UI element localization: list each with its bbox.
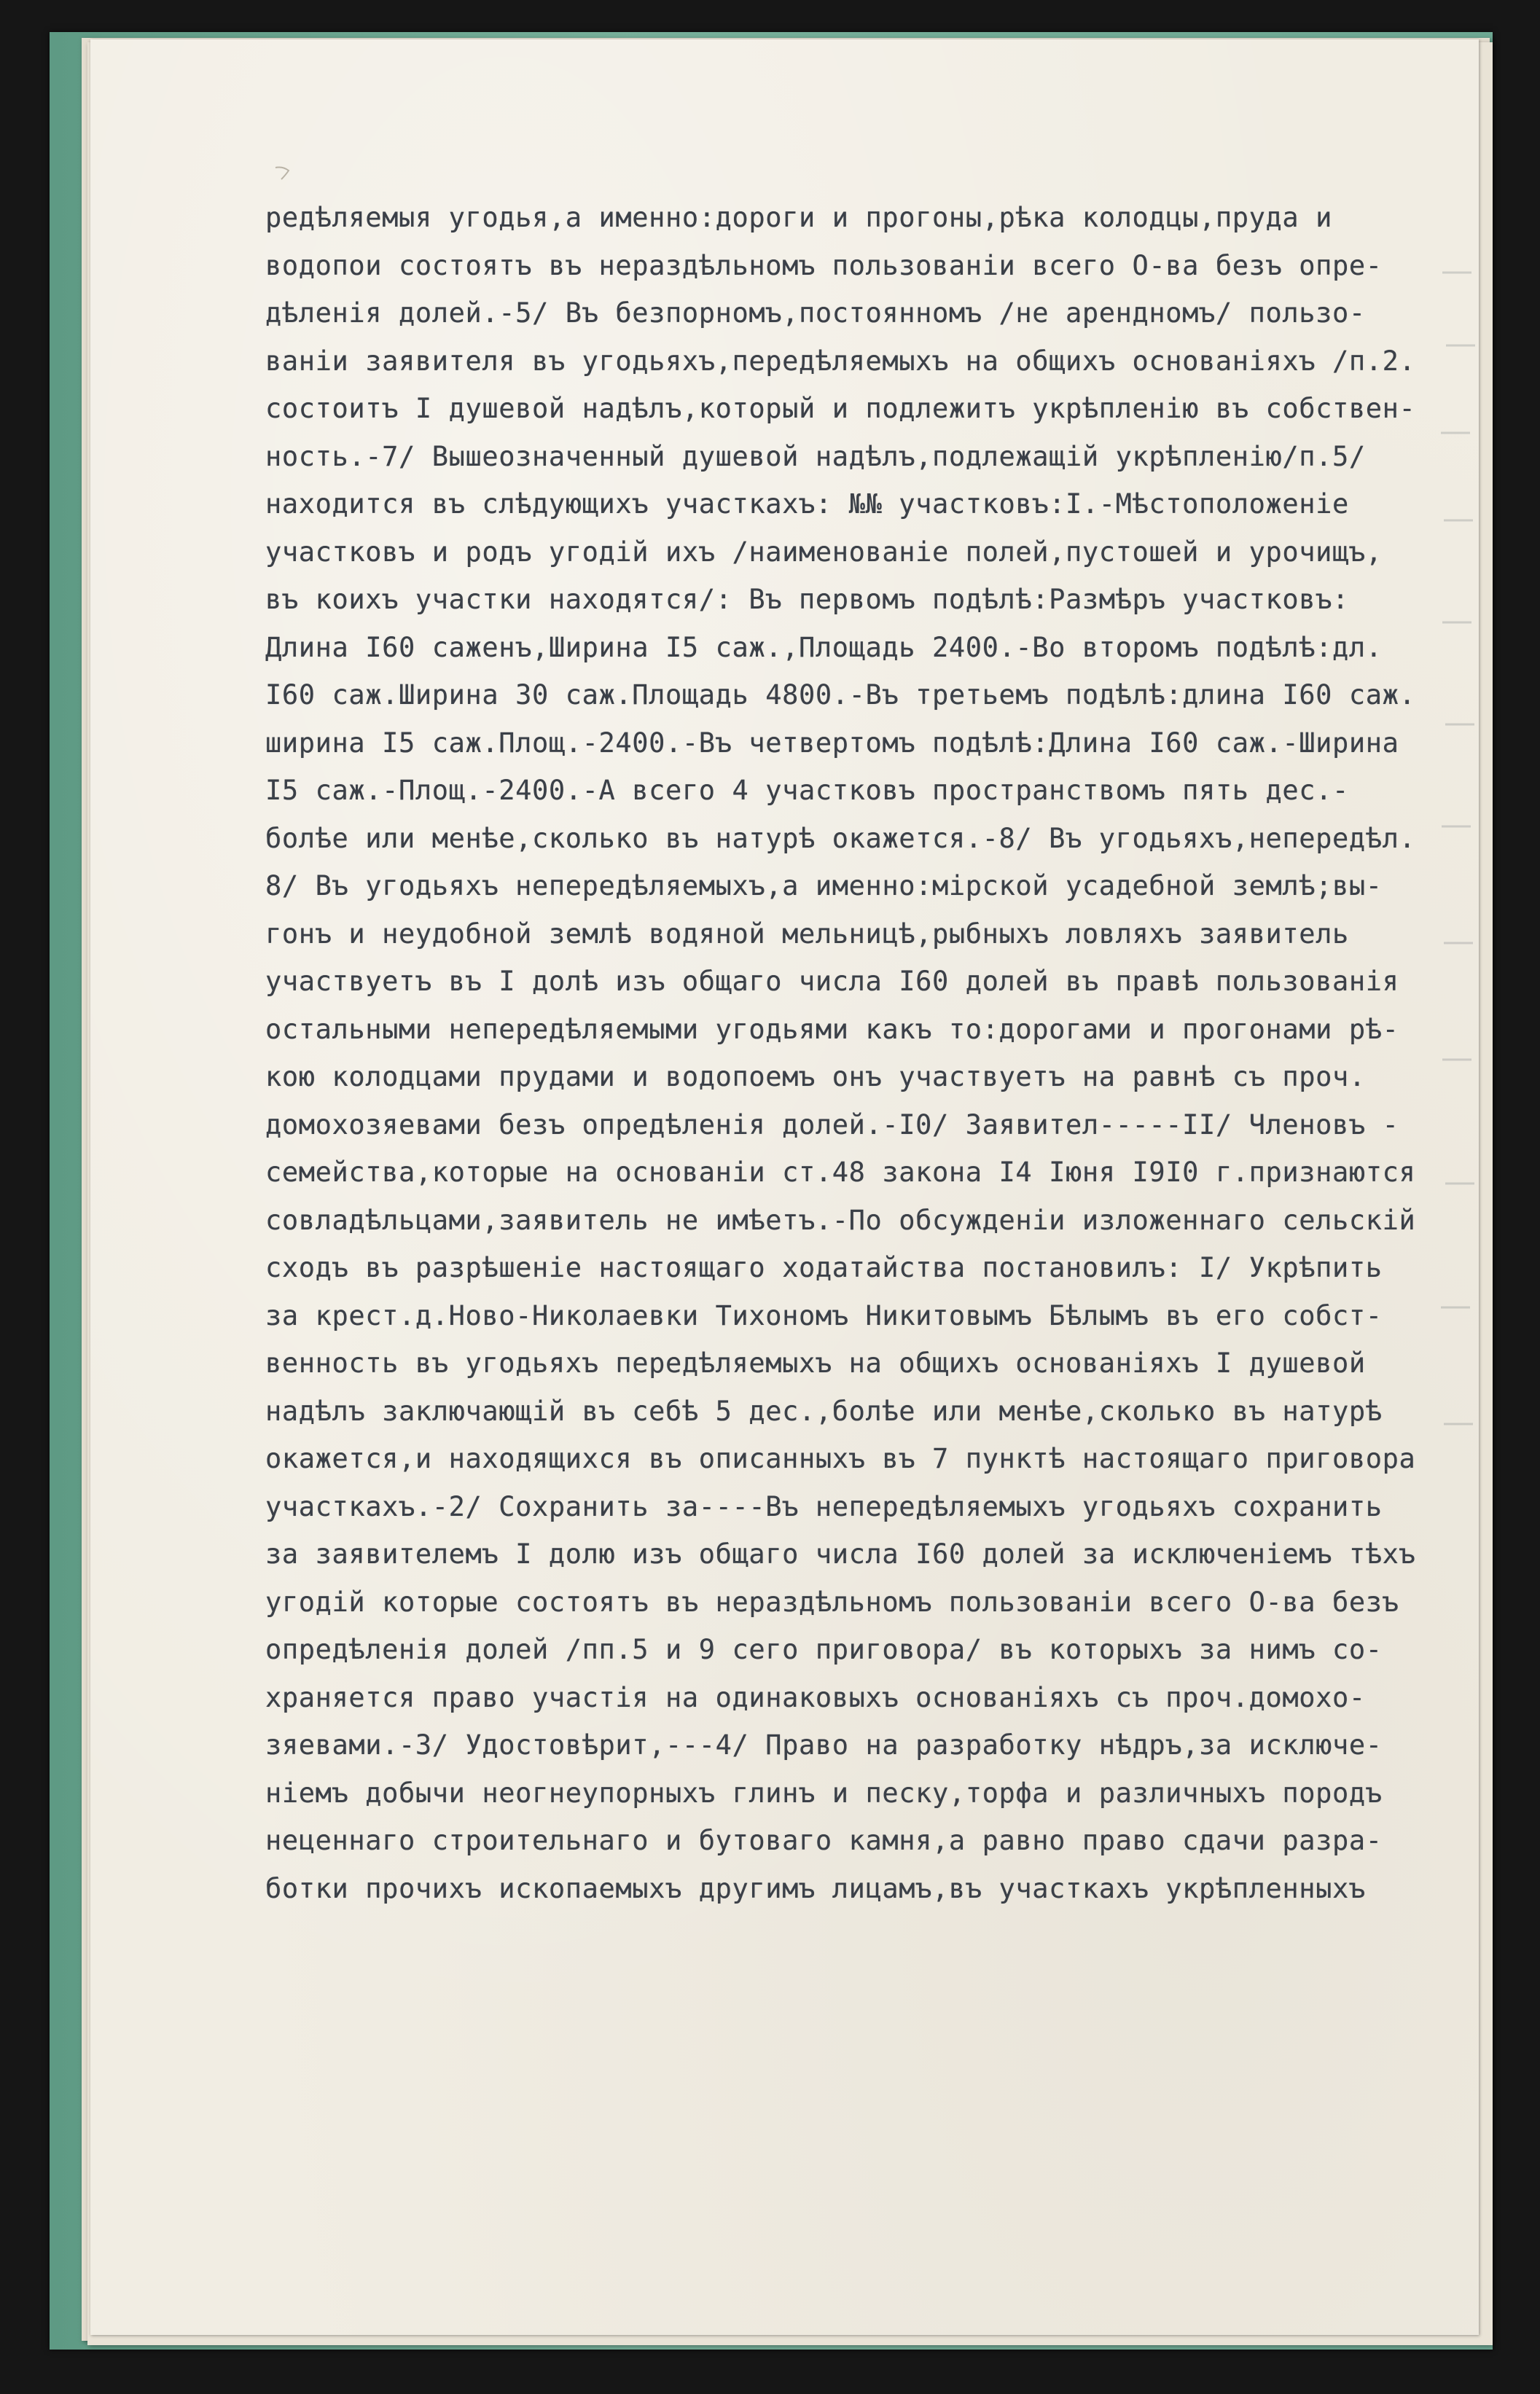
text-line: находится въ слѣдующихъ участкахъ: №№ участковъ:I.-Мѣстоположеніе (265, 488, 1349, 520)
document-page (90, 39, 1479, 2335)
text-line: въ коихъ участки находятся/: Въ первомъ подѣлѣ:Размѣръ участковъ: (265, 584, 1349, 615)
text-line: I60 саж.Ширина 30 саж.Площадь 4800.-Въ третьемъ подѣлѣ:длина I60 саж. (265, 679, 1416, 711)
text-line: болѣе или менѣе,сколько въ натурѣ окажется.-8/ Въ угодьяхъ,непередѣл. (265, 822, 1416, 854)
text-line: храняется право участія на одинаковыхъ основаніяхъ съ проч.домохо- (265, 1681, 1366, 1713)
text-line: дѣленія долей.-5/ Въ безпорномъ,постоянномъ /не арендномъ/ пользо- (265, 297, 1366, 329)
text-line: неценнаго строительнаго и бутоваго камня,а равно право сдачи разра- (265, 1825, 1383, 1856)
text-line: совладѣльцами,заявитель не имѣетъ.-По обсужденіи изложеннаго сельскій (265, 1204, 1416, 1236)
text-line: венность въ угодьяхъ передѣляемыхъ на общихъ основаніяхъ I душевой (265, 1347, 1366, 1379)
text-line: кою колодцами прудами и водопоемъ онъ участвуетъ на равнѣ съ проч. (265, 1061, 1366, 1092)
text-line: Длина I60 саженъ,Ширина I5 саж.,Площадь 2400.-Во второмъ подѣлѣ:дл. (265, 631, 1383, 663)
text-line: водопои состоятъ въ нераздѣльномъ пользованіи всего О-ва безъ опре- (265, 249, 1383, 281)
bleed-through-margin-marks (1435, 243, 1479, 1555)
text-line: сходъ въ разрѣшеніе настоящаго ходатайства постановилъ: I/ Укрѣпить (265, 1252, 1383, 1283)
text-line: гонъ и неудобной землѣ водяной мельницѣ,рыбныхъ ловляхъ заявитель (265, 918, 1349, 950)
text-line: ніемъ добычи неогнеупорныхъ глинъ и песку,торфа и различныхъ породъ (265, 1777, 1383, 1809)
text-line: I5 саж.-Площ.-2400.-А всего 4 участковъ пространствомъ пять дес.- (265, 775, 1349, 806)
text-line: зяевами.-3/ Удостовѣрит,---4/ Право на разработку нѣдръ,за исключе- (265, 1729, 1383, 1761)
text-line: состоитъ I душевой надѣлъ,который и подлежитъ укрѣпленію въ собствен- (265, 393, 1416, 424)
text-line: опредѣленія долей /пп.5 и 9 сего приговора/ въ которыхъ за нимъ со- (265, 1634, 1383, 1665)
text-line: ботки прочихъ ископаемыхъ другимъ лицамъ,въ участкахъ укрѣпленныхъ (265, 1872, 1366, 1904)
pencil-mark-icon (273, 163, 294, 185)
text-line: надѣлъ заключающій въ себѣ 5 дес.,болѣе или менѣе,сколько въ натурѣ (265, 1395, 1383, 1427)
typed-text-body (265, 194, 1475, 1912)
text-line: семейства,которые на основаніи ст.48 закона I4 Іюня I9I0 г.признаются (265, 1157, 1416, 1188)
text-line: за крест.д.Ново-Николаевки Тихономъ Никитовымъ Бѣлымъ въ его собст- (265, 1299, 1383, 1331)
text-line: участковъ и родъ угодій ихъ /наименованіе полей,пустошей и урочищъ, (265, 536, 1383, 568)
text-line: 8/ Въ угодьяхъ непередѣляемыхъ,а именно:мірской усадебной землѣ;вы- (265, 870, 1383, 901)
text-line: за заявителемъ I долю изъ общаго числа I60 долей за исключеніемъ тѣхъ (265, 1538, 1416, 1570)
text-line: участкахъ.-2/ Сохранить за----Въ непередѣляемыхъ угодьяхъ сохранить (265, 1490, 1383, 1522)
text-line: редѣляемыя угодья,а именно:дороги и прогоны,рѣка колодцы,пруда и (265, 202, 1333, 233)
text-line: ваніи заявителя въ угодьяхъ,передѣляемыхъ на общихъ основаніяхъ /п.2. (265, 345, 1416, 377)
text-line: ширина I5 саж.Площ.-2400.-Въ четвертомъ подѣлѣ:Длина I60 саж.-Ширина (265, 727, 1399, 759)
text-line: угодій которые состоятъ въ нераздѣльномъ пользованіи всего О-ва безъ (265, 1586, 1399, 1618)
text-line: остальными непередѣляемыми угодьями какъ то:дорогами и прогонами рѣ- (265, 1013, 1399, 1045)
text-line: окажется,и находящихся въ описанныхъ въ 7 пунктѣ настоящаго приговора (265, 1443, 1416, 1474)
text-line: ность.-7/ Вышеозначенный душевой надѣлъ,подлежащій укрѣпленію/п.5/ (265, 440, 1366, 472)
text-line: участвуетъ въ I долѣ изъ общаго числа I60 долей въ правѣ пользованія (265, 966, 1399, 997)
text-line: домохозяевами безъ опредѣленія долей.-I0/ Заявител-----II/ Членовъ - (265, 1108, 1399, 1141)
